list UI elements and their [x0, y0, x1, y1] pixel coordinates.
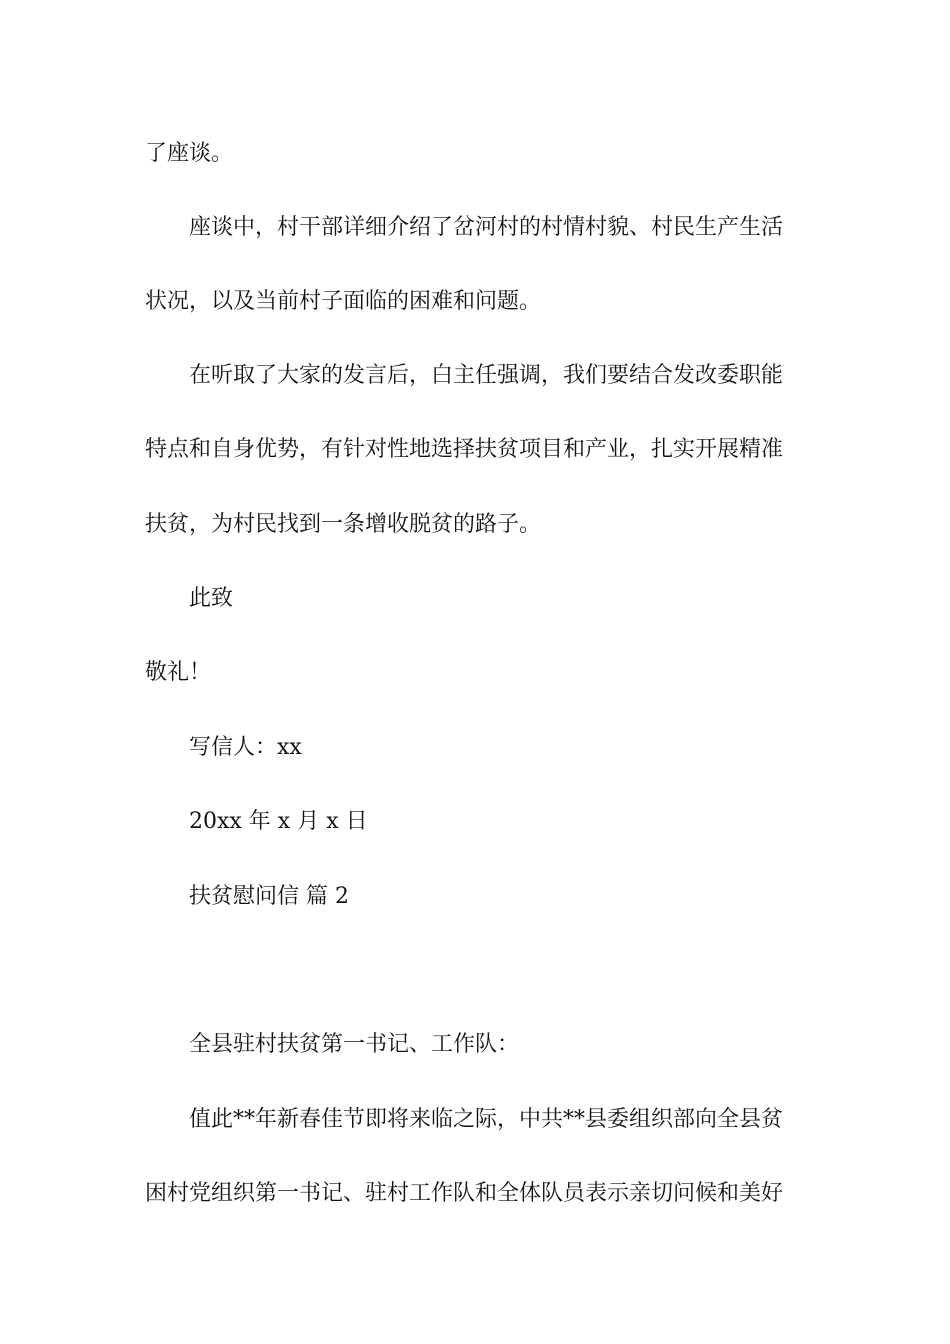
paragraph-line-2: 座谈中，村干部详细介绍了岔河村的村情村貌、村民生产生活 [189, 215, 784, 240]
paragraph-line-6: 扶贫，为村民找到一条增收脱贫的路子。 [145, 512, 542, 537]
letter-addressee: 全县驻村扶贫第一书记、工作队： [189, 1032, 520, 1057]
letter-date: 20xx 年 x 月 x 日 [189, 809, 368, 834]
paragraph-line-1: 了座谈。 [145, 141, 234, 166]
letter-writer: 写信人：xx [189, 735, 302, 760]
closing-respect: 敬礼！ [145, 660, 212, 685]
closing-salutation: 此致 [189, 586, 234, 611]
paragraph-line-4: 在听取了大家的发言后，白主任强调，我们要结合发改委职能 [189, 363, 784, 388]
section-heading: 扶贫慰问信 篇 2 [189, 884, 349, 909]
paragraph-line-14: 困村党组织第一书记、驻村工作队和全体队员表示亲切问候和美好 [145, 1181, 784, 1206]
paragraph-line-3: 状况，以及当前村子面临的困难和问题。 [145, 289, 542, 314]
paragraph-line-5: 特点和自身优势，有针对性地选择扶贫项目和产业，扎实开展精准 [145, 437, 784, 462]
paragraph-line-13: 值此**年新春佳节即将来临之际，中共**县委组织部向全县贫 [189, 1107, 784, 1132]
